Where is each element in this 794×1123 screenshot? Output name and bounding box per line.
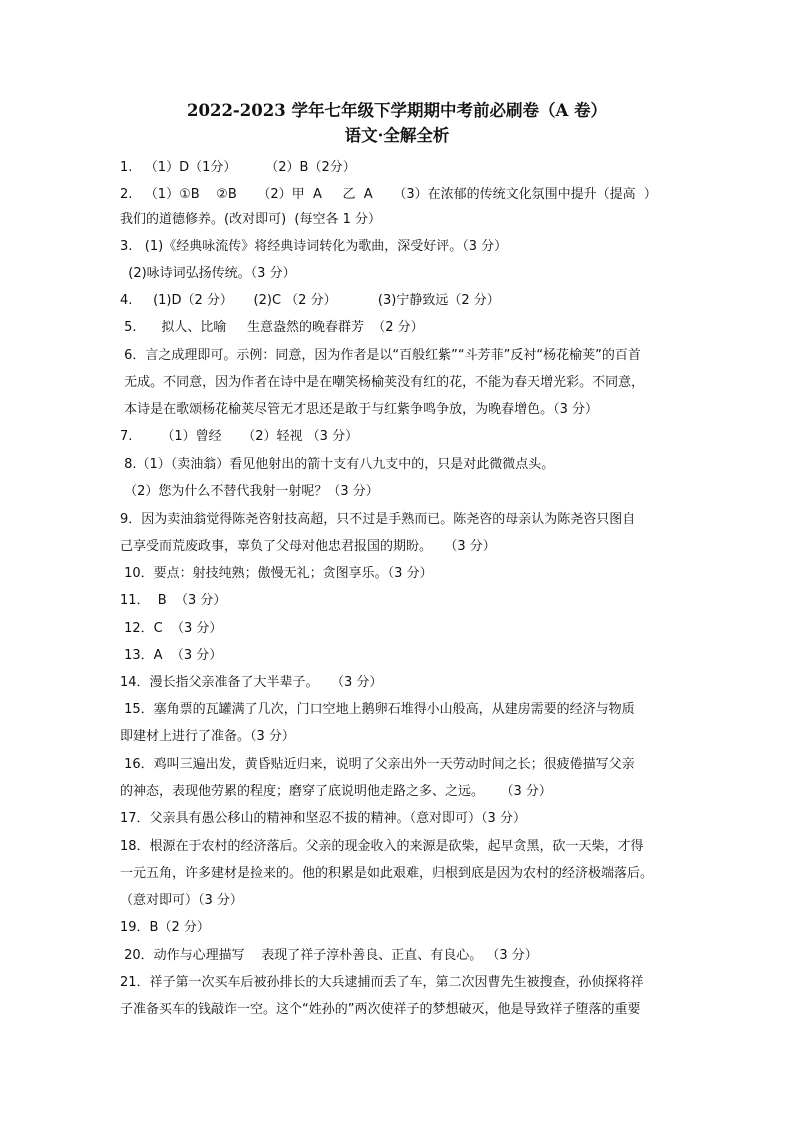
answer-line: 13．A （3 分） (120, 648, 223, 663)
document-title: 2022-2023 学年七年级下学期期中考前必刷卷（A 卷） (187, 101, 607, 120)
answer-line: 7. （1）曾经 （2）轻视 （3 分） (120, 429, 359, 444)
document-subtitle: 语文·全解全析 (344, 126, 450, 145)
answer-line: 10．要点：射技纯熟；傲慢无礼；贪图享乐。（3 分） (120, 566, 433, 581)
answer-line: 15．塞角票的瓦罐满了几次，门口空地上鹅卵石堆得小山般高，从建房需要的经济与物质 (120, 702, 635, 717)
answer-line: 5. 拟人、比喻 生意盎然的晚春群芳 （2 分） (120, 320, 424, 335)
answer-line: 3. (1)《经典咏流传》将经典诗词转化为歌曲，深受好评。（3 分） (120, 239, 508, 254)
answer-line: 18．根源在于农村的经济落后。父亲的现金收入的来源是砍柴，起早贪黑，砍一天柴，才得 (120, 839, 644, 854)
answer-line: 12．C （3 分） (120, 621, 223, 636)
answer-line: 无成。不同意，因为作者在诗中是在嘲笑杨榆荚没有红的花，不能为春天增光彩。不同意， (120, 375, 645, 390)
answer-line: 我们的道德修养。(改对即可) (每空各 1 分） (120, 212, 382, 227)
answer-line: 一元五角，许多建材是捡来的。他的积累是如此艰难，归根到底是因为农村的经济极端落后。 (120, 866, 654, 881)
answer-line: 6．言之成理即可。示例：同意，因为作者是以“百般红紫”“斗芳菲”反衬“杨花榆荚”的百首 (120, 348, 641, 363)
answer-line: （意对即可）（3 分） (120, 893, 243, 908)
answer-line: 2. （1）①B ②B （2）甲 A 乙 A （3）在浓郁的传统文化氛围中提升（提高 ） (120, 187, 657, 202)
answer-line: （2）您为什么不替代我射一射呢？（3 分） (120, 484, 379, 499)
answer-line: 即建材上进行了准备。（3 分） (120, 729, 295, 744)
answer-line: 的神态，表现他劳累的程度；磨穿了底说明他走路之多、之远。 （3 分） (120, 784, 552, 799)
answer-line: 1. （1）D（1分） （2）B（2分） (120, 160, 356, 175)
answer-line: 9．因为卖油翁觉得陈尧咨射技高超，只不过是手熟而已。陈尧咨的母亲认为陈尧咨只图自 (120, 512, 636, 527)
answer-line: 16．鸡叫三遍出发，黄昏贴近归来，说明了父亲出外一天劳动时间之长；很疲倦描写父亲 (120, 757, 635, 772)
answer-line: (2)咏诗词弘扬传统。（3 分） (120, 266, 296, 281)
answer-line: 4. (1)D（2 分） (2)C （2 分） (3)宁静致远（2 分） (120, 293, 500, 308)
answer-line: 14．漫长指父亲准备了大半辈子。 （3 分） (120, 675, 383, 690)
answer-line: 21．祥子第一次买车后被孙排长的大兵逮捕而丢了车，第二次因曹先生被搜查，孙侦探将祥 (120, 975, 644, 990)
answer-line: 8.（1）（卖油翁）看见他射出的箭十支有八九支中的，只是对此微微点头。 (120, 457, 555, 472)
answer-line: 本诗是在歌颂杨花榆荚尽管无才思还是敢于与红紫争鸣争放，为晚春增色。（3 分） (120, 402, 599, 417)
answer-line: 20．动作与心理描写 表现了祥子淳朴善良、正直、有良心。 （3 分） (120, 948, 538, 963)
answer-line: 子准备买车的钱敲诈一空。这个“姓孙的”两次使祥子的梦想破灭，他是导致祥子堕落的重要 (120, 1002, 641, 1017)
answer-line: 己享受而荒废政事，辜负了父母对他忠君报国的期盼。 （3 分） (120, 539, 496, 554)
answer-line: 19．B（2 分） (120, 920, 210, 935)
answer-line: 17．父亲具有愚公移山的精神和坚忍不拔的精神。（意对即可）（3 分） (120, 811, 526, 826)
answer-line: 11． B （3 分） (120, 593, 227, 608)
